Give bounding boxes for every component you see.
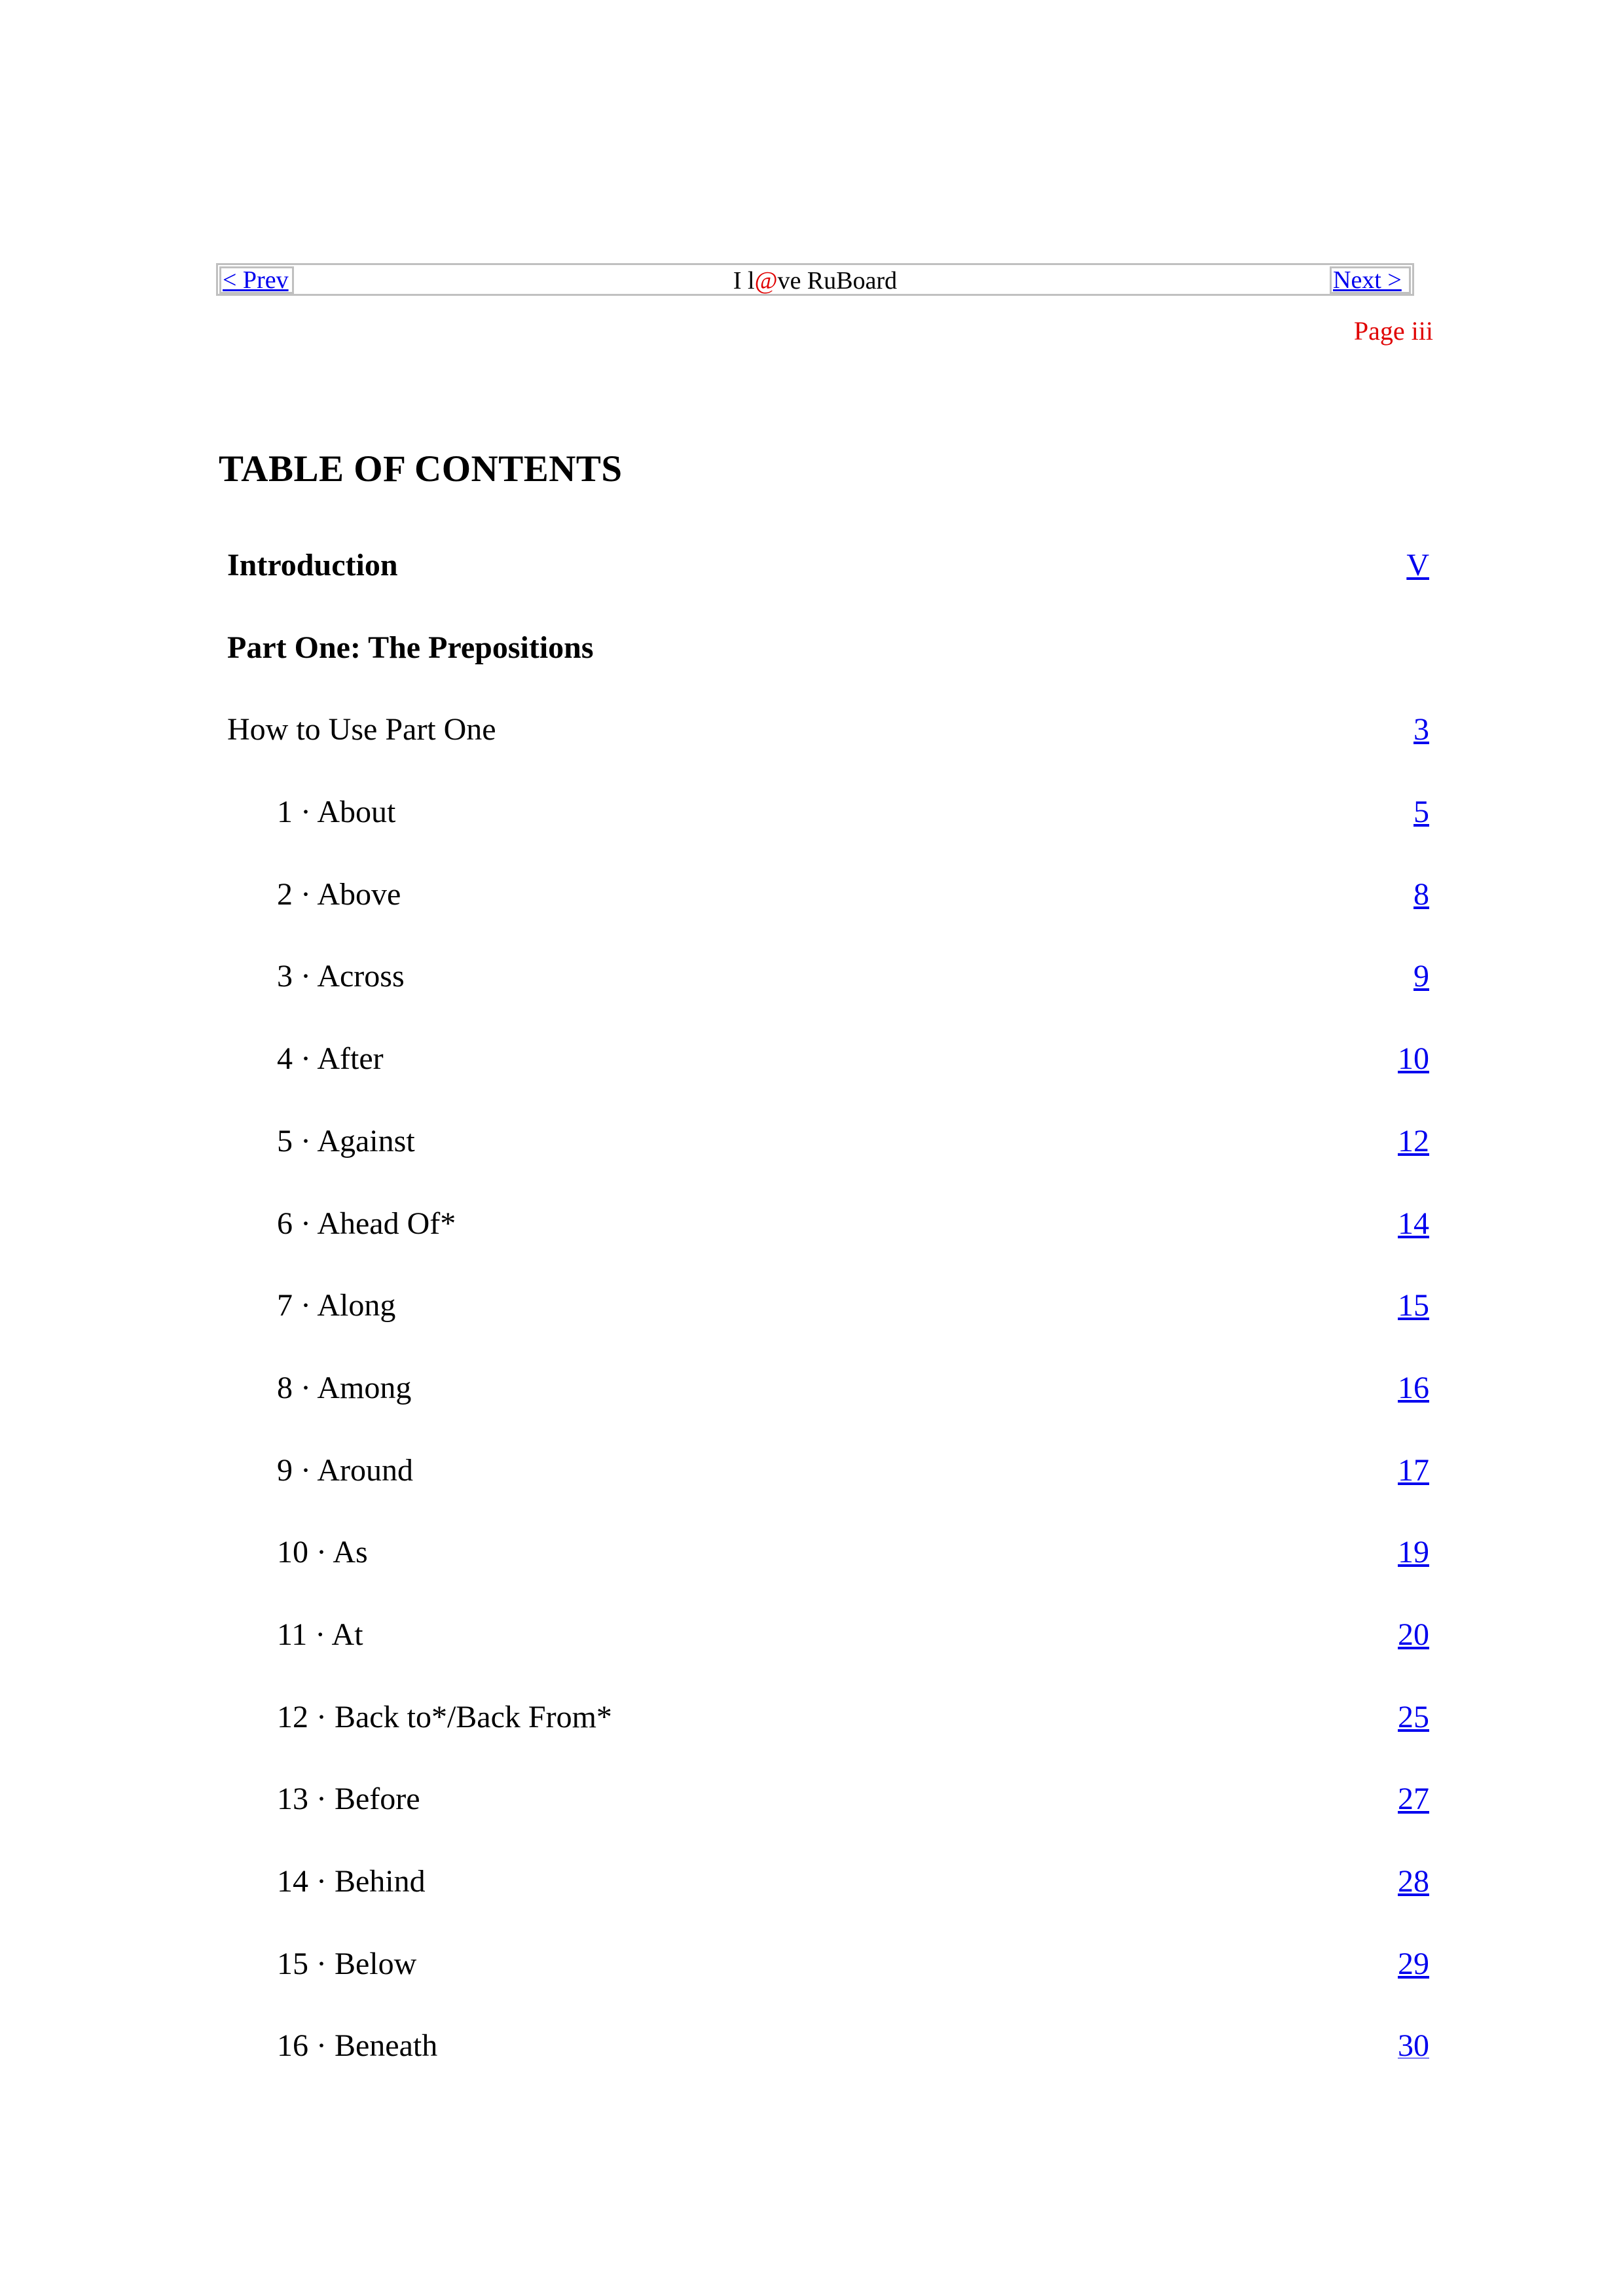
toc-page-link[interactable]: V: [1406, 548, 1429, 583]
toc-page-link[interactable]: 28: [1398, 1864, 1429, 1899]
toc-entry-chapter: [227, 1699, 1429, 1782]
toc-page-link[interactable]: 12: [1398, 1123, 1429, 1158]
next-link[interactable]: Next >: [1333, 266, 1402, 294]
toc-entry-label: 15 · Below: [277, 1946, 417, 1981]
toc-entry-label: Introduction: [227, 548, 398, 583]
toc-entry-introduction: [227, 547, 1429, 630]
toc-entry-label: 5 · Against: [277, 1123, 415, 1158]
navigation-bar: [216, 263, 1414, 296]
toc-entry-label: 9 · Around: [277, 1452, 413, 1488]
toc-entry-chapter: [227, 1206, 1429, 1288]
brand-at-sign: @: [754, 267, 778, 295]
toc-page-link[interactable]: 9: [1413, 959, 1429, 994]
toc-entry-chapter: [227, 1287, 1429, 1370]
toc-entry-label: 16 · Beneath: [277, 2028, 438, 2058]
toc-entry-label: 11 · At: [277, 1617, 363, 1652]
toc-entry-chapter: [227, 876, 1429, 959]
table-of-contents: [227, 547, 1429, 2058]
toc-entry-chapter: [227, 1123, 1429, 1206]
toc-entry-label: 4 · After: [277, 1041, 384, 1077]
toc-page-link[interactable]: 20: [1398, 1617, 1429, 1652]
toc-page-link[interactable]: 27: [1398, 1782, 1429, 1817]
toc-entry-label: 7 · Along: [277, 1288, 396, 1323]
toc-entry-chapter: [227, 1534, 1429, 1617]
toc-entry-chapter: [227, 1781, 1429, 1863]
toc-page-link[interactable]: 5: [1413, 795, 1429, 830]
next-cell: [1330, 266, 1411, 294]
toc-heading: TABLE OF CONTENTS: [219, 448, 623, 490]
toc-entry-chapter: [227, 2028, 1429, 2058]
page-number-label: Page iii: [1353, 316, 1433, 346]
toc-entry-chapter: [227, 794, 1429, 876]
toc-entry-chapter: [227, 1370, 1429, 1452]
toc-page-link[interactable]: 29: [1398, 1946, 1429, 1981]
toc-page-link[interactable]: 16: [1398, 1370, 1429, 1405]
toc-page-link[interactable]: 14: [1398, 1206, 1429, 1241]
prev-cell: [219, 266, 294, 294]
toc-entry-how-to-use: [227, 711, 1429, 794]
toc-entry-chapter: [227, 1946, 1429, 2028]
toc-section-part-one: [227, 630, 1429, 712]
toc-entry-label: 13 · Before: [277, 1782, 420, 1817]
prev-link[interactable]: < Prev: [223, 266, 289, 294]
toc-section-label: Part One: The Prepositions: [227, 630, 594, 665]
toc-page-link[interactable]: 3: [1413, 712, 1429, 747]
toc-page-link[interactable]: 30: [1398, 2028, 1429, 2058]
ruboard-brand: [218, 268, 1412, 294]
toc-page-link[interactable]: 25: [1398, 1699, 1429, 1734]
toc-page-link[interactable]: 19: [1398, 1535, 1429, 1570]
toc-entry-label: 10 · As: [277, 1535, 368, 1570]
toc-page-link[interactable]: 15: [1398, 1288, 1429, 1323]
toc-entry-label: 1 · About: [277, 795, 396, 830]
toc-entry-chapter: [227, 958, 1429, 1041]
toc-entry-label: 12 · Back to*/Back From*: [277, 1699, 612, 1734]
toc-entry-chapter: [227, 1863, 1429, 1946]
brand-text-start: I l: [733, 267, 755, 295]
toc-entry-label: 8 · Among: [277, 1370, 412, 1405]
toc-page-link[interactable]: 8: [1413, 876, 1429, 912]
toc-entry-label: 3 · Across: [277, 959, 405, 994]
toc-entry-label: 14 · Behind: [277, 1864, 426, 1899]
toc-entry-chapter: [227, 1041, 1429, 1123]
toc-entry-label: How to Use Part One: [227, 712, 496, 747]
toc-entry-chapter: [227, 1617, 1429, 1699]
toc-entry-chapter: [227, 1452, 1429, 1535]
toc-entry-label: 6 · Ahead Of*: [277, 1206, 456, 1241]
toc-page-link[interactable]: 17: [1398, 1452, 1429, 1488]
toc-page-link[interactable]: 10: [1398, 1041, 1429, 1077]
brand-text-end: ve RuBoard: [777, 267, 898, 295]
toc-entry-label: 2 · Above: [277, 876, 401, 912]
